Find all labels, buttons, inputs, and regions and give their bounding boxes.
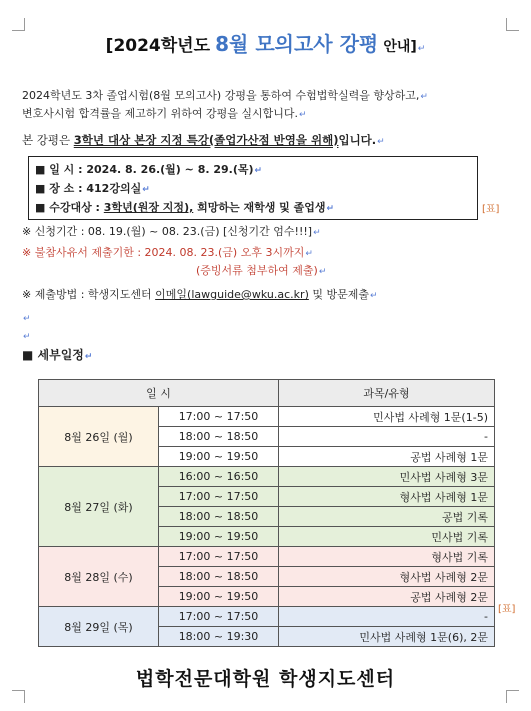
schedule-time: 18:00 ~ 18:50	[159, 427, 279, 447]
schedule-subject: -	[279, 607, 495, 627]
info-place-row: ■ 장 소 : 412강의실↵	[35, 182, 150, 195]
schedule-time: 19:00 ~ 19:50	[159, 527, 279, 547]
schedule-date: 8월 28일 (수)	[39, 547, 159, 607]
apply-period: ※ 신청기간 : 08. 19.(월) ~ 08. 23.(금) [신청기간 엄수!!!]↵	[22, 225, 321, 238]
paragraph-mark-icon: ↵	[377, 137, 385, 147]
table-row	[39, 467, 495, 487]
paragraph-mark-icon: ↵	[23, 332, 31, 342]
schedule-heading: ■ 세부일정↵	[22, 348, 93, 362]
schedule-date: 8월 26일 (월)	[39, 407, 159, 467]
paragraph-mark-icon: ↵	[318, 267, 327, 277]
blank-line	[22, 310, 31, 327]
schedule-date: 8월 29일 (목)	[39, 607, 159, 647]
schedule-subject: 형사법 사례형 2문	[279, 567, 495, 587]
schedule-subject: 민사법 사례형 3문	[279, 467, 495, 487]
schedule-date: 8월 27일 (화)	[39, 467, 159, 547]
absence-deadline: ※ 불참사유서 제출기한 : 2024. 08. 23.(금) 오후 3시까지↵	[22, 246, 313, 259]
notice-emphasis: 3학년 대상 본장 지정 특강(졸업가산점 반영을 위해)	[73, 133, 339, 147]
paragraph-mark-icon: ↵	[417, 44, 426, 54]
paragraph-mark-icon: ↵	[420, 92, 428, 102]
page-title	[0, 28, 531, 57]
intro-line-2: 변호사시험 합격률을 제고하기 위하여 강평을 실시합니다.↵	[22, 107, 307, 120]
schedule-subject: 민사법 사례형 1문(1-5)	[279, 407, 495, 427]
table-row	[39, 407, 495, 427]
paragraph-mark-icon: ↵	[254, 166, 263, 176]
submit-email: 이메일(lawguide@wku.ac.kr)	[155, 288, 309, 301]
info-place-value: 412강의실	[86, 182, 142, 195]
notice-line	[22, 133, 385, 150]
paragraph-mark-icon: ↵	[84, 352, 93, 362]
table-row	[39, 607, 495, 627]
title-highlight: 8월 모의고사 강평	[215, 32, 379, 56]
info-date-value: 2024. 8. 26.(월) ~ 8. 29.(목)	[86, 163, 254, 176]
schedule-subject: 공법 기록	[279, 507, 495, 527]
info-target-row: ■ 수강대상 : 3학년(원장 지정), 희망하는 재학생 및 졸업생↵	[35, 201, 335, 214]
page-corner-mark	[12, 690, 25, 703]
table-tag: [표]	[498, 604, 516, 615]
schedule-time: 17:00 ~ 17:50	[159, 407, 279, 427]
absence-note: (증빙서류 첨부하여 제출)↵	[196, 264, 327, 277]
paragraph-mark-icon: ↵	[313, 228, 321, 238]
paragraph-mark-icon: ↵	[370, 291, 378, 301]
schedule-time: 18:00 ~ 18:50	[159, 567, 279, 587]
schedule-subject: 형사법 기록	[279, 547, 495, 567]
intro-line-1: 2024학년도 3차 졸업시험(8월 모의고사) 강평을 통하여 수험법학실력을 향상하고,↵	[22, 89, 428, 102]
schedule-subject: 공법 사례형 2문	[279, 587, 495, 607]
info-date-row: ■ 일 시 : 2024. 8. 26.(월) ~ 8. 29.(목)↵	[35, 163, 263, 176]
blank-line	[22, 328, 31, 345]
schedule-time: 16:00 ~ 16:50	[159, 467, 279, 487]
table-tag: [표]	[482, 204, 500, 215]
paragraph-mark-icon: ↵	[305, 249, 313, 259]
schedule-subject: 민사법 사례형 1문(6), 2문	[279, 627, 495, 647]
paragraph-mark-icon: ↵	[23, 314, 31, 324]
header-subject: 과목/유형	[279, 380, 495, 407]
footer-organization: 법학전문대학원 학생지도센터	[135, 668, 396, 690]
notice-prefix: 본 강평은	[22, 133, 71, 147]
schedule-time: 19:00 ~ 19:50	[159, 447, 279, 467]
paragraph-mark-icon: ↵	[299, 110, 307, 120]
table-header-row	[39, 380, 495, 407]
schedule-subject: -	[279, 427, 495, 447]
paragraph-mark-icon: ↵	[326, 204, 335, 214]
schedule-time: 17:00 ~ 17:50	[159, 547, 279, 567]
paragraph-mark-icon: ↵	[142, 185, 150, 195]
schedule-subject: 형사법 사례형 1문	[279, 487, 495, 507]
schedule-time: 17:00 ~ 17:50	[159, 607, 279, 627]
notice-suffix: 입니다.	[338, 133, 377, 147]
header-datetime: 일 시	[39, 380, 279, 407]
info-target-emphasis: 3학년(원장 지정),	[103, 201, 194, 214]
schedule-time: 18:00 ~ 18:50	[159, 507, 279, 527]
title-close: 안내]	[383, 39, 417, 55]
schedule-time: 17:00 ~ 17:50	[159, 487, 279, 507]
info-target-rest: 희망하는 재학생 및 졸업생	[193, 201, 326, 214]
page-corner-mark	[506, 690, 519, 703]
schedule-time: 18:00 ~ 19:30	[159, 627, 279, 647]
schedule-time: 19:00 ~ 19:50	[159, 587, 279, 607]
schedule-subject: 민사법 기록	[279, 527, 495, 547]
schedule-table	[38, 379, 495, 647]
schedule-subject: 공법 사례형 1문	[279, 447, 495, 467]
info-box	[28, 156, 478, 220]
table-row	[39, 547, 495, 567]
submit-method: ※ 제출방법 : 학생지도센터 이메일(lawguide@wku.ac.kr) 및 방문제출↵	[22, 288, 378, 301]
title-open: [2024학년도	[105, 36, 211, 56]
